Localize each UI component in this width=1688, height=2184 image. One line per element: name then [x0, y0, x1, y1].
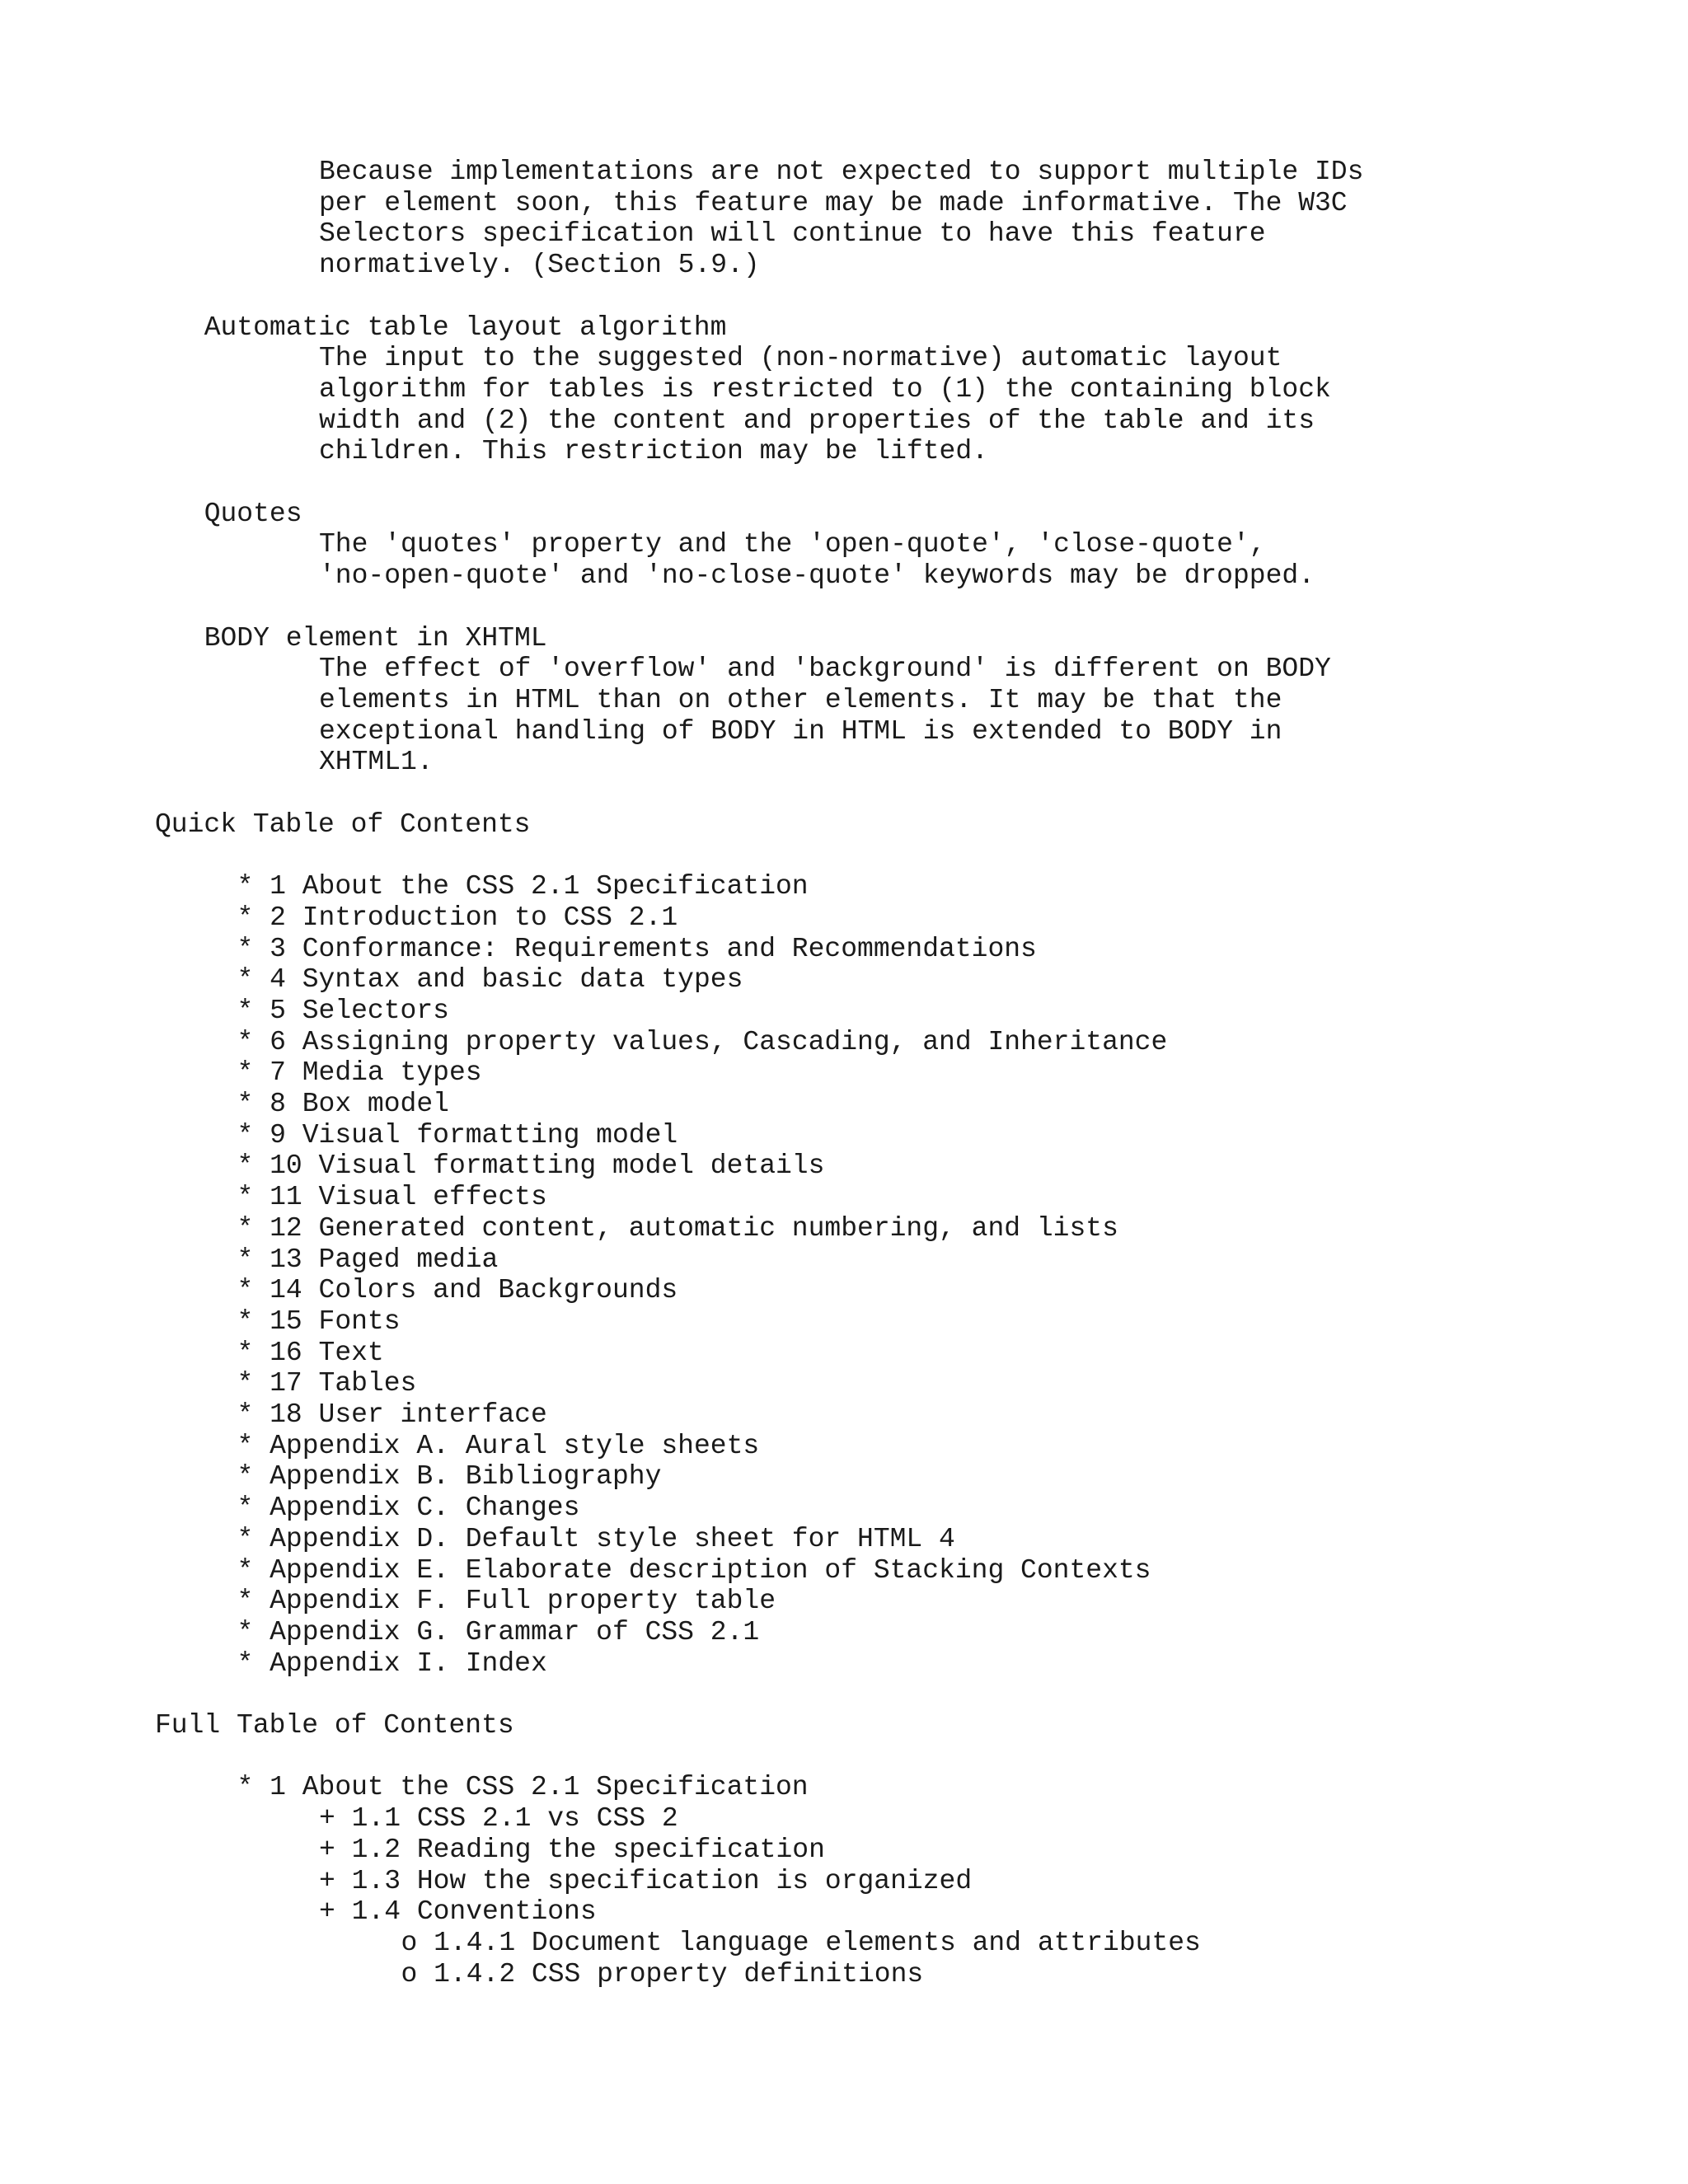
definition-description-line: The input to the suggested (non-normative) automatic layout — [319, 343, 1282, 374]
quick-toc-item: * 16 Text — [237, 1337, 384, 1368]
quick-toc-item: * 2 Introduction to CSS 2.1 — [237, 902, 678, 933]
definition-description-line: elements in HTML than on other elements. It may be that the — [319, 684, 1282, 715]
definition-term: BODY element in XHTML — [204, 622, 547, 654]
quick-toc-item: * 1 About the CSS 2.1 Specification — [237, 871, 809, 902]
quick-toc-item: * Appendix A. Aural style sheets — [237, 1430, 760, 1461]
quick-toc-item: * Appendix I. Index — [237, 1647, 547, 1679]
definition-description-line: width and (2) the content and properties of the table and its — [319, 405, 1315, 436]
definition-description-line: XHTML1. — [319, 747, 434, 778]
definition-description-line: exceptional handling of BODY in HTML is extended to BODY in — [319, 715, 1282, 747]
intro-paragraph-line: Selectors specification will continue to have this feature — [319, 218, 1266, 250]
quick-toc-item: * 15 Fonts — [237, 1305, 401, 1337]
intro-paragraph-line: Because implementations are not expected to support multiple IDs — [319, 157, 1364, 187]
quick-toc-item: * 8 Box model — [237, 1089, 449, 1119]
quick-toc-item: * 6 Assigning property values, Cascading, and Inheritance — [237, 1026, 1168, 1057]
quick-toc-item: * 11 Visual effects — [237, 1182, 547, 1213]
quick-toc-item: * 14 Colors and Backgrounds — [237, 1275, 678, 1306]
definition-description-line: The effect of 'overflow' and 'background' is different on BODY — [319, 654, 1331, 685]
full-toc-item-level-2: + 1.3 How the specification is organized — [319, 1865, 973, 1896]
full-toc-item-level-2: + 1.1 CSS 2.1 vs CSS 2 — [319, 1803, 678, 1835]
definition-description-line: The 'quotes' property and the 'open-quote', 'close-quote', — [319, 529, 1266, 560]
definition-description-line: algorithm for tables is restricted to (1) the containing block — [319, 373, 1331, 405]
quick-toc-item: * 17 Tables — [237, 1368, 417, 1399]
quick-toc-item: * 5 Selectors — [237, 995, 449, 1026]
quick-toc-item: * Appendix G. Grammar of CSS 2.1 — [237, 1616, 760, 1647]
quick-toc-item: * Appendix E. Elaborate description of Stacking Contexts — [237, 1554, 1151, 1586]
full-toc-item-level-3: o 1.4.2 CSS property definitions — [401, 1958, 924, 1990]
definition-description-line: children. This restriction may be lifted. — [319, 436, 988, 467]
intro-paragraph-line: per element soon, this feature may be made informative. The W3C — [319, 187, 1348, 218]
quick-toc-item: * 10 Visual formatting model details — [237, 1151, 825, 1182]
definition-description-line: 'no-open-quote' and 'no-close-quote' keywords may be dropped. — [319, 560, 1315, 592]
intro-paragraph-line: normatively. (Section 5.9.) — [319, 250, 760, 281]
quick-toc-item: * Appendix B. Bibliography — [237, 1461, 662, 1493]
full-toc-item-level-2: + 1.2 Reading the specification — [319, 1834, 825, 1865]
quick-toc-item: * 7 Media types — [237, 1057, 482, 1089]
quick-toc-item: * Appendix C. Changes — [237, 1493, 580, 1524]
full-toc-item-level-1: * 1 About the CSS 2.1 Specification — [237, 1772, 809, 1803]
quick-toc-item: * 3 Conformance: Requirements and Recommendations — [237, 933, 1037, 964]
quick-toc-item: * 12 Generated content, automatic numbering, and lists — [237, 1212, 1118, 1244]
quick-toc-item: * Appendix D. Default style sheet for HTML 4 — [237, 1523, 955, 1554]
definition-term: Automatic table layout algorithm — [204, 312, 727, 343]
full-toc-item-level-2: + 1.4 Conventions — [319, 1896, 597, 1928]
quick-toc-item: * 13 Paged media — [237, 1244, 499, 1275]
quick-toc-heading: Quick Table of Contents — [155, 808, 531, 840]
full-toc-heading: Full Table of Contents — [155, 1710, 514, 1741]
quick-toc-item: * 4 Syntax and basic data types — [237, 964, 743, 996]
quick-toc-item: * Appendix F. Full property table — [237, 1586, 776, 1617]
quick-toc-item: * 9 Visual formatting model — [237, 1119, 678, 1151]
definition-term: Quotes — [204, 498, 302, 529]
full-toc-item-level-3: o 1.4.1 Document language elements and attributes — [401, 1927, 1201, 1958]
quick-toc-item: * 18 User interface — [237, 1399, 547, 1430]
